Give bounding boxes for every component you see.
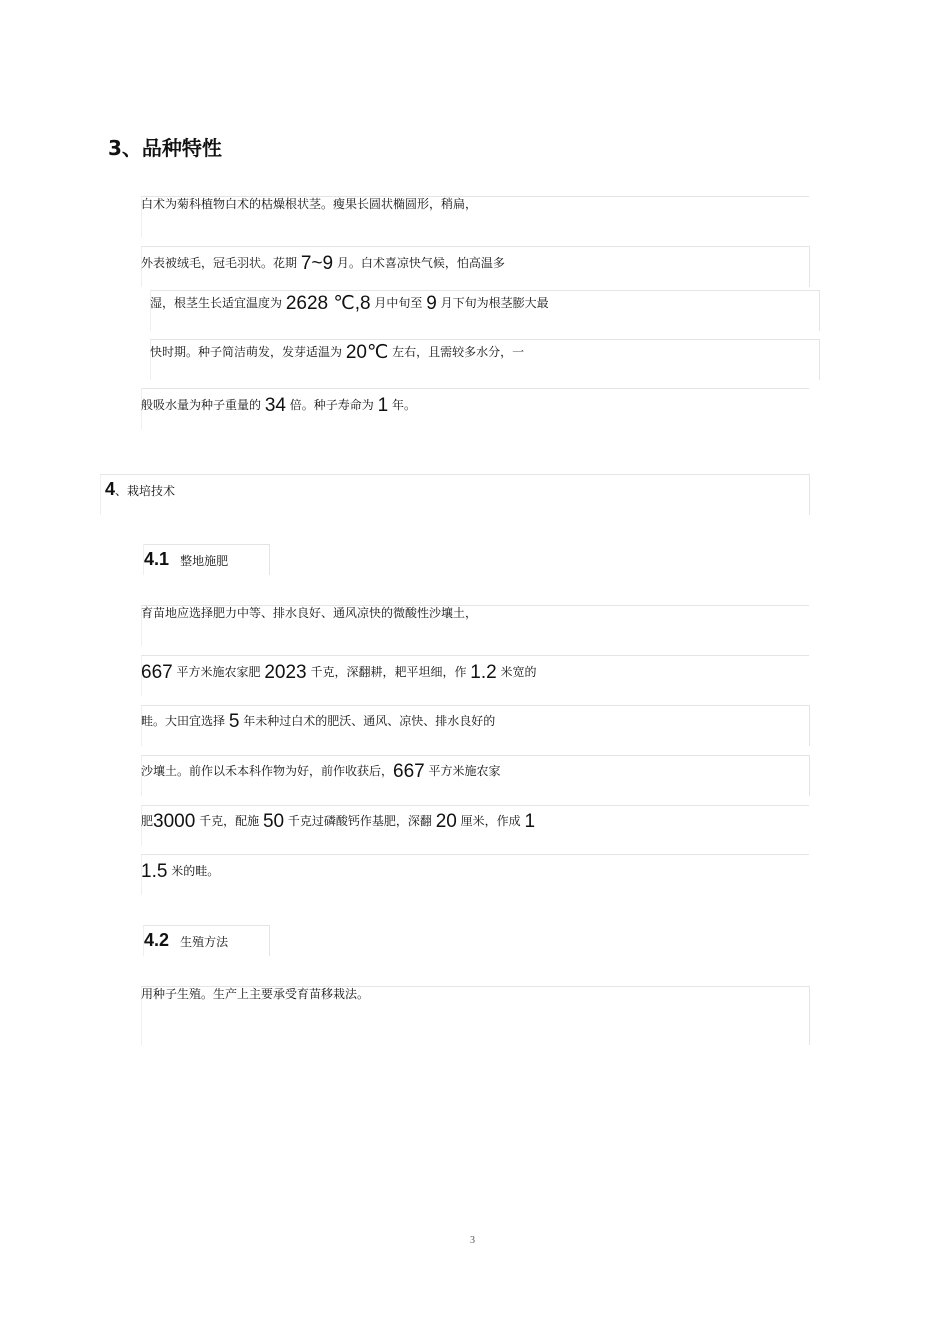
text-run: 育苗地应选择肥力中等、排水良好、通风凉快的微酸性沙壤土， (141, 606, 478, 620)
section-number: 4.2 (144, 930, 170, 950)
section-title: 、栽培技术 (115, 484, 176, 498)
section-3-heading: 3、品种特性 (108, 136, 222, 160)
numeric-value: 50 (262, 811, 285, 832)
text-run: 肥 (141, 814, 154, 828)
numeric-value: 5 (228, 711, 240, 732)
numeric-value: 20℃ (345, 342, 389, 363)
paragraph-line (150, 343, 524, 362)
text-run: 左右，且需较多水分，一 (388, 345, 525, 359)
paragraph-line (141, 762, 501, 781)
text-run: 月中旬至 (370, 296, 427, 310)
numeric-value: 34 (264, 395, 286, 416)
text-run: 月。白术喜凉快气候，怕高温多 (333, 256, 505, 270)
section-4-1-heading (144, 549, 228, 570)
paragraph-line (141, 254, 505, 273)
text-run: 年未种过白术的肥沃、通风、凉快、排水良好的 (239, 714, 496, 728)
text-run: 快时期。种子简洁萌发，发芽适温为 (150, 345, 346, 359)
paragraph-line (141, 988, 369, 1000)
numeric-value: 1 (377, 395, 389, 416)
section-4-heading (105, 479, 175, 500)
text-run: 年。 (388, 398, 417, 412)
text-run: 湿，根茎生长适宜温度为 (150, 296, 286, 310)
text-run: 千克过磷酸钙作基肥，深翻 (284, 814, 436, 828)
numeric-value: 7~9 (300, 253, 334, 274)
text-run: 千克，深翻耕，耙平坦细，作 (306, 665, 471, 679)
text-run: 米宽的 (496, 665, 537, 679)
text-run: 外表被绒毛，冠毛羽状。花期 (141, 256, 301, 270)
paragraph-line (141, 663, 537, 682)
paragraph-line (141, 712, 495, 731)
text-frame (141, 854, 809, 895)
text-run: 米的畦。 (167, 864, 220, 878)
text-run: 用种子生殖。生产上主要承受育苗移栽法。 (141, 987, 370, 1001)
paragraph-line (141, 862, 219, 881)
numeric-value: 2023 (264, 662, 307, 683)
section-number: 4.1 (144, 549, 170, 569)
section-4-2-heading (144, 930, 228, 951)
paragraph-line (150, 294, 549, 313)
text-run: 畦。大田宜选择 (141, 714, 229, 728)
numeric-value: 1 (524, 811, 536, 832)
paragraph-line (141, 198, 477, 210)
page-number: 3 (470, 1235, 475, 1246)
paragraph-line (141, 396, 416, 415)
numeric-value: 2628 ℃,8 (285, 293, 371, 314)
numeric-value: 1.2 (470, 662, 497, 683)
numeric-value: 20 (435, 811, 457, 832)
text-run: 白术为菊科植物白术的枯燥根状茎。瘦果长圆状椭圆形，稍扁， (141, 197, 478, 211)
section-number: 4 (105, 479, 116, 499)
text-run: 月下旬为根茎膨大最 (436, 296, 549, 310)
numeric-value: 3000 (153, 811, 196, 832)
numeric-value: 667 (393, 761, 425, 782)
paragraph-line (141, 607, 477, 619)
text-run: 厘米，作成 (456, 814, 525, 828)
section-title: 生殖方法 (180, 935, 229, 949)
section-title: 整地施肥 (180, 554, 229, 568)
text-run: 平方米施农家肥 (172, 665, 265, 679)
paragraph-line (141, 812, 535, 831)
numeric-value: 667 (141, 662, 173, 683)
numeric-value: 9 (426, 293, 437, 314)
numeric-value: 1.5 (141, 861, 168, 882)
text-run: 平方米施农家 (424, 764, 501, 778)
text-frame (100, 474, 810, 515)
text-run: 般吸水量为种子重量的 (141, 398, 265, 412)
text-run: 沙壤土。前作以禾本科作物为好，前作收获后， (141, 764, 394, 778)
text-run: 千克，配施 (195, 814, 263, 828)
text-run: 倍。种子寿命为 (285, 398, 378, 412)
